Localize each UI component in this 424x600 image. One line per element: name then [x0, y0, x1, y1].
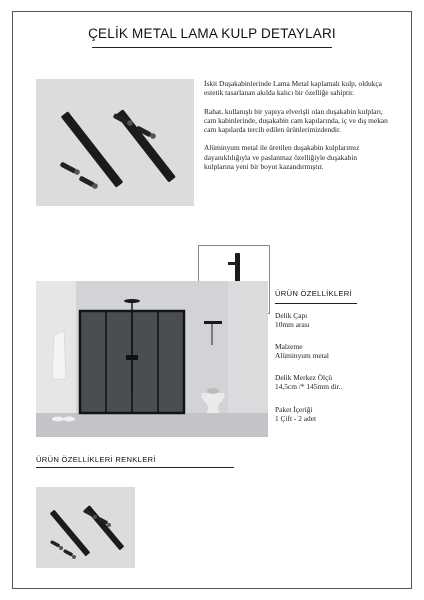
product-photo-main [36, 79, 194, 206]
spec-label: Delik Merkez Ölçü [275, 373, 333, 382]
spec-value: 14,5cm /* 145mm dir.. [275, 382, 343, 392]
page-title: ÇELİK METAL LAMA KULP DETAYLARI [88, 26, 336, 41]
handle-illustration-main [36, 79, 194, 206]
spec-label: Delik Çapı [275, 311, 308, 320]
shower-scene-illustration [36, 281, 268, 437]
spec-label: Paket İçeriği [275, 405, 313, 414]
spec-value: 10mm arası [275, 320, 310, 330]
spec-value: Alüminyum metal [275, 351, 329, 361]
colors-underline [36, 467, 234, 468]
description-paragraph: İskit Duşakabinlerinde Lama Metal kaplamalı kulp, oldukça estetik tasarlanan akılda kalıcı bir özelliğe sahiptir. [204, 79, 382, 98]
spec-item [275, 342, 329, 361]
bathroom-photo [36, 281, 268, 437]
product-description [204, 79, 388, 180]
spec-label: Malzeme [275, 342, 303, 351]
description-paragraph: Alüminyum metal ile üretilen duşakabin kulplarımız dayanıklılığıyla ve paslanmaz özelliğiyle duşakabin kulplarına yeni bir boyut kazandırmıştır. [204, 143, 360, 172]
colors-heading: ÜRÜN ÖZELLİKLERİ RENKLERİ [36, 455, 156, 464]
spec-value: 1 Çift - 2 adet [275, 414, 317, 424]
color-swatch-photo-black [36, 487, 135, 568]
handle-illustration-black [36, 487, 135, 568]
specs-heading: ÜRÜN ÖZELLİKLERİ [275, 289, 352, 298]
spec-item [275, 405, 316, 424]
title-underline [92, 47, 332, 48]
spec-item [275, 373, 342, 392]
spec-item [275, 311, 310, 330]
description-paragraph: Rahat, kullanışlı bir yapıya elverişli olan duşakabin kulpları, cam kabinlerinde, duşakabin cam kapılarında, iç ve dış mekan cam kapılarda tercih edilen ürünlerimizdendir. [204, 106, 388, 135]
specs-underline [275, 303, 357, 304]
